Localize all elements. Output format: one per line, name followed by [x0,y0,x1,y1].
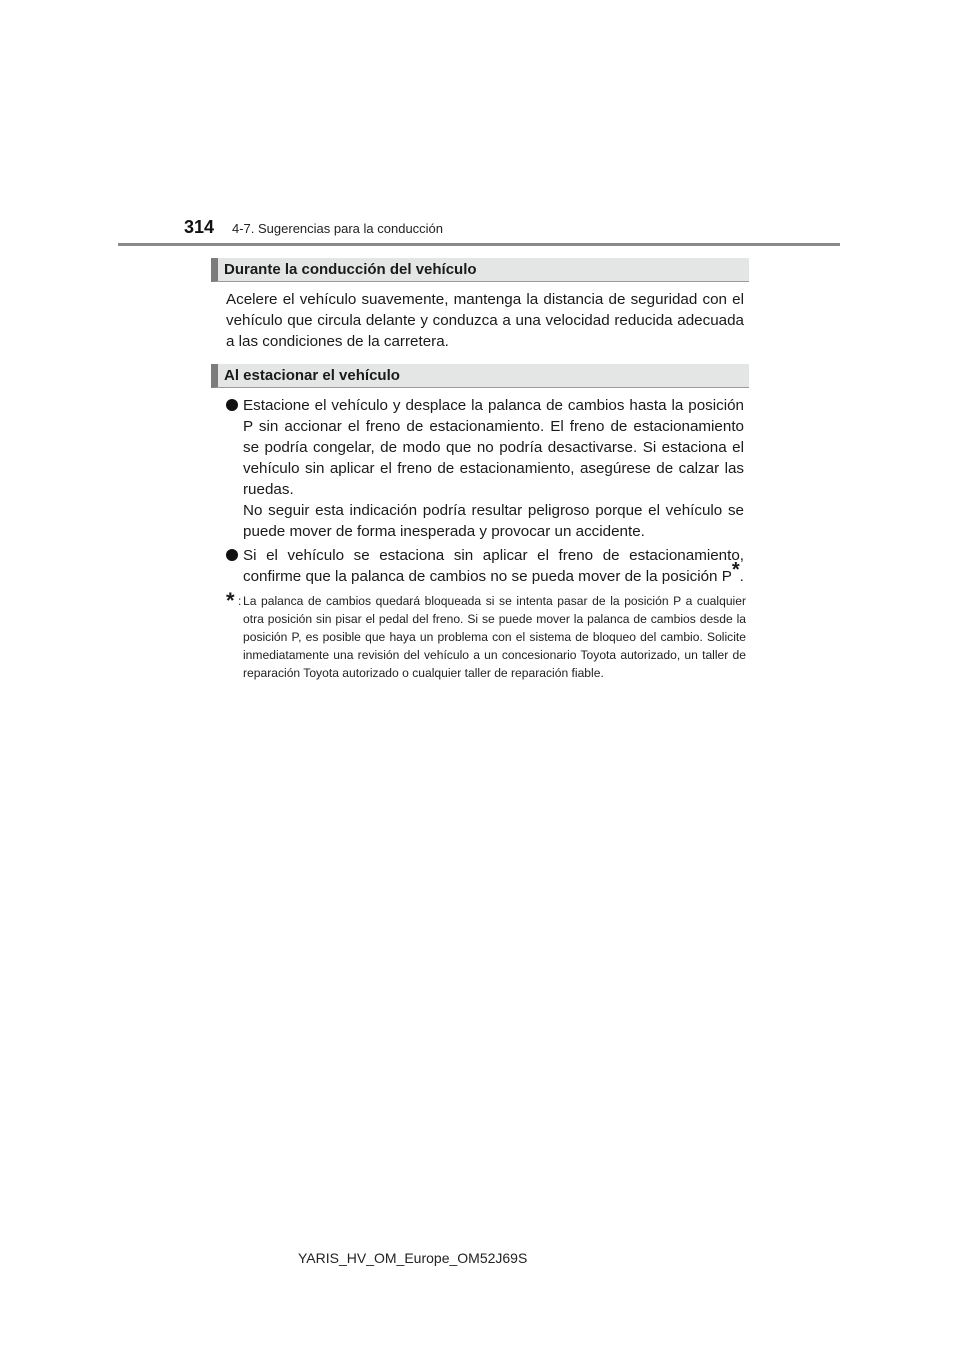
section-heading-parking-label: Al estacionar el vehículo [224,367,400,384]
footnote-ref-asterisk: * [731,559,740,581]
driving-paragraph: Acelere el vehículo suavemente, mantenga la distancia de seguridad con el vehículo que circula delante y conduzca a una velocidad reducida adecuada a las condiciones de la carretera. [226,291,744,350]
bullet-item-parking-brake [226,395,744,542]
footnote-asterisk: * [226,588,235,613]
section-heading-driving [211,258,749,282]
footnote-text: La palanca de cambios quedará bloqueada si se intenta pasar de la posición P a cualquier otra posición sin pisar el pedal del freno. Si se puede mover la palanca de cambios desde la posición P, es posible que haya un problema con el sistema de bloqueo del cambio. Solicite inmediatamente una revisión del vehículo a un concesionario Toyota autorizado, un taller de reparación Toyota autorizado o cualquier taller de reparación fiable. [243,594,746,680]
page-number: 314 [184,217,215,237]
bullet-item-shift-lever [226,545,744,587]
section-heading-parking [211,364,749,388]
bullet-paragraph-lever: Si el vehículo se estaciona sin aplicar el freno de estacionamiento, confirme que la palanca de cambios no se pueda mover de la posición P*. [243,547,744,585]
footnote-colon: : [238,594,242,608]
header-rule [118,243,840,246]
document-code: YARIS_HV_OM_Europe_OM52J69S [298,1250,528,1266]
bullet-dot-icon [226,549,238,561]
bullet-paragraph-warning: No seguir esta indicación podría resultar peligroso porque el vehículo se puede mover de forma inesperada y provocar un accidente. [243,502,744,540]
section-heading-driving-label: Durante la conducción del vehículo [224,261,477,278]
bullet-dot-icon [226,399,238,411]
bullet-paragraph: Estacione el vehículo y desplace la palanca de cambios hasta la posición P sin accionar el freno de estacionamiento. El freno de estacionamiento se podría congelar, de modo que no podría desactivarse. Si estaciona el vehículo sin aplicar el freno de estacionamiento, asegúrese de calzar las ruedas. [243,397,744,498]
running-head: 4-7. Sugerencias para la conducción [232,221,444,236]
footnote [226,588,746,682]
